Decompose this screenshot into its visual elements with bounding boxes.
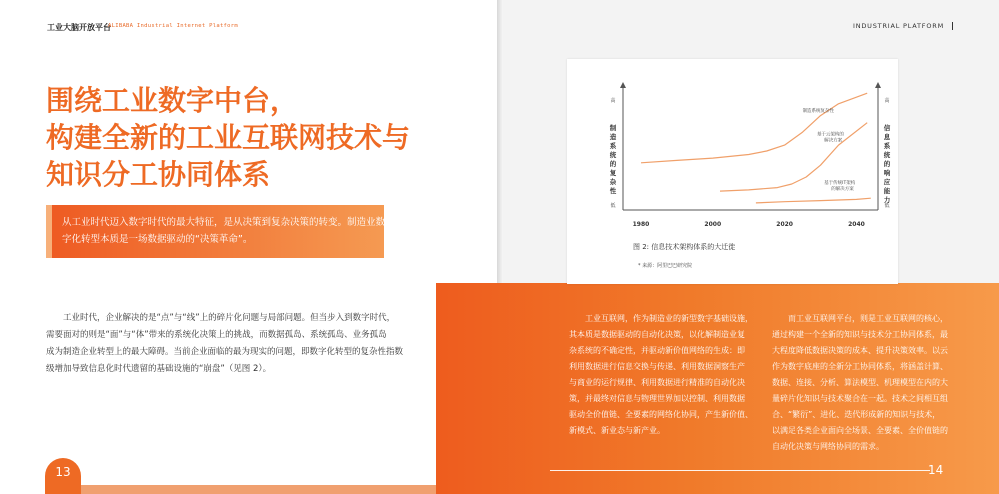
col1-line: 策，并最终对信息与物理世界加以控制、利用数据 [569,394,745,403]
footer-rule-right [550,470,930,471]
col1-line: 工业互联网，作为制造业的新型数字基础设施， [585,314,753,323]
x-tick-label: 2020 [776,221,793,228]
col2-line: 大程度降低数据决策的成本、提升决策效率。以云 [772,346,948,355]
y-axis-right-arrow [875,82,881,88]
text-column-2 [772,311,948,455]
headline-line-2: 构建全新的工业互联网技术与 [46,121,411,154]
y-axis-left-arrow [620,82,626,88]
y-label-right-char: 响 [883,169,891,177]
footer-bar-left [81,485,497,494]
y-label-right-char: 系 [883,142,891,150]
y-label-left-char: 复 [609,169,617,177]
figure-source: * 来源：阿里巴巴研究院 [638,263,693,269]
headline-line-1: 围绕工业数字中台， [46,84,299,117]
y-label-right-char: 统 [883,151,891,159]
body-line: 工业时代，企业解决的是“点”与“线”上的碎片化问题与局部问题。但当步入到数字时代， [63,313,396,323]
col2-line: 数据、连接、分析、算法模型、机理模型在内的大 [772,378,948,387]
y-tick-right-high: 高 [884,98,890,104]
y-label-right-char: 应 [883,178,891,186]
y-label-left-char: 的 [609,160,617,168]
header-right-label: INDUSTRIAL PLATFORM [853,22,953,30]
series-label: 制造系统复杂性 [802,109,835,115]
x-tick-label: 2000 [704,221,722,228]
x-tick-label: 1980 [632,221,650,228]
body-line: 成为制造企业转型上的最大障碍。当前企业面临的最为现实的问题，即数字化转型的复杂性指数 [46,347,404,357]
body-text [46,310,404,378]
col2-line: 而工业互联网平台，则是工业互联网的核心， [788,314,948,323]
y-label-right-char: 力 [883,196,891,204]
callout-line: 从工业时代迈入数字时代的最大特征，是从决策到复杂决策的转变。制造业数 [62,217,386,228]
y-label-right-char: 信 [883,124,891,132]
y-label-left-char: 杂 [609,178,617,186]
y-tick-left-low: 低 [610,203,616,209]
header-subtitle: ALIBABA Industrial Internet Platform [108,23,239,29]
figure-caption: 图 2: 信息技术架构体系的大迁徙 [633,243,736,251]
y-tick-right-low: 低 [884,203,890,209]
y-label-right-char: 的 [883,160,891,168]
body-line: 需要面对的则是“面”与“体”带来的系统化决策上的挑战，而数据孤岛、系统孤岛、业务孤岛 [46,330,387,340]
y-label-left-char: 性 [609,187,617,195]
callout-text [62,214,386,248]
series-line [641,93,867,163]
series-label: 基于云架构的 [816,132,844,138]
series-label: 基于传统IT架构 [824,181,856,187]
headline-line-3: 知识分工协同体系 [46,158,271,191]
page-number-right: 14 [928,463,944,477]
col2-line: 通过构建一个全新的知识与技术分工协同体系，最 [772,330,948,339]
text-column-1 [569,311,753,439]
col1-line: 新模式、新业态与新产业。 [569,426,665,435]
col2-line: 作为数字底座的全新分工协同体系，将涵盖计算、 [772,362,948,371]
y-label-right-char: 息 [883,133,891,141]
y-label-left-char: 制 [609,124,617,132]
col1-line: 利用数据进行信息交换与传递、利用数据洞察生产 [569,362,745,371]
y-label-left-char: 系 [609,142,617,150]
col1-line: 驱动全价值链、全要素的网络化协同，产生新价值、 [569,410,753,419]
y-label-right-char: 能 [883,187,891,195]
col2-line: 合、“繁衍”、进化、迭代形成新的知识与技术， [772,410,941,419]
page-number-left: 13 [45,458,81,494]
series-line [756,198,871,203]
x-tick-label: 2040 [848,221,865,228]
callout-accent-bar [46,205,52,258]
y-label-left-char: 统 [609,151,617,159]
col2-line: 量碎片化知识与技术聚合在一起。技术之间相互组 [772,394,948,403]
body-line: 级增加导致信息化时代遗留的基础设施的“崩盘”（见图 2）。 [46,364,272,374]
col2-line: 自动化决策与网络协同的需求。 [772,442,884,451]
col1-line: 与商业的运行规律、利用数据进行精准的自动化决 [569,378,745,387]
series-label: 的解决方案 [831,186,854,192]
series-label: 解决方案 [824,138,843,144]
col1-line: 其本质是数据驱动的自动化决策，以化解制造业复 [569,330,745,339]
y-label-left-char: 造 [609,133,617,141]
headline [46,82,410,193]
callout-line: 字化转型本质是一场数据驱动的“决策革命”。 [62,234,253,245]
col2-line: 以满足各类企业面向全场景、全要素、全价值链的 [772,426,948,435]
header-title: 工业大脑开放平台 [47,23,111,32]
y-tick-left-high: 高 [610,98,616,104]
col1-line: 杂系统的不确定性，并驱动新价值网络的生成：即 [569,346,745,355]
